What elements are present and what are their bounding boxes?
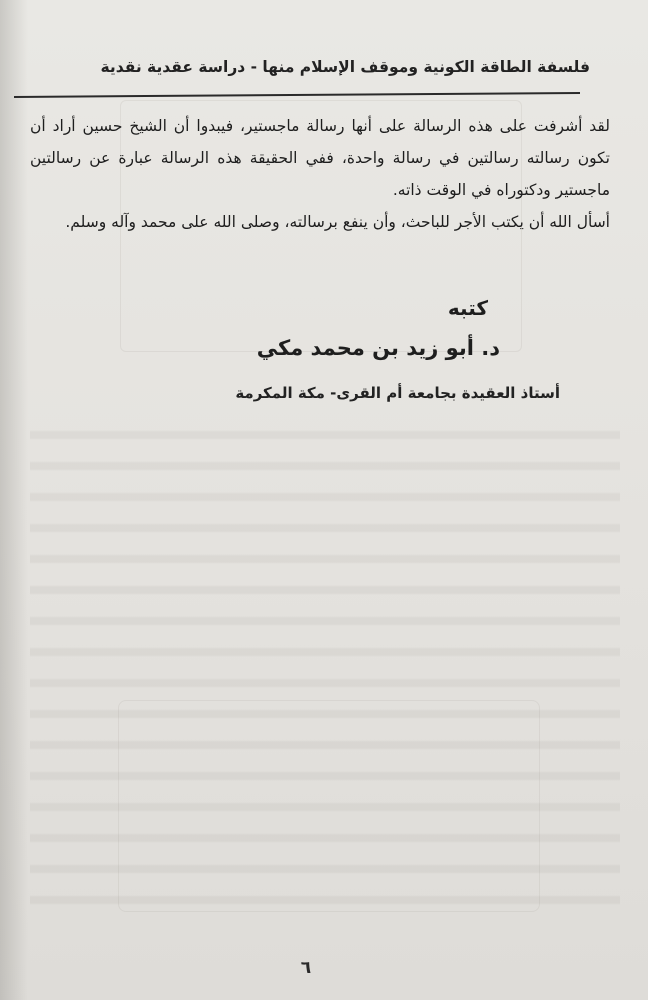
- body-text: [30, 110, 610, 238]
- page-number: ٦: [300, 958, 312, 978]
- header-rule: [14, 92, 580, 98]
- signature-label: كتبه: [447, 296, 488, 320]
- bleed-through-text: [30, 410, 620, 910]
- signature-name: د. أبو زيد بن محمد مكي: [256, 336, 500, 360]
- paragraph: أسأل الله أن يكتب الأجر للباحث، وأن ينفع برسالته، وصلى الله على محمد وآله وسلم.: [65, 213, 610, 231]
- paragraph: لقد أشرفت على هذه الرسالة على أنها رسالة ماجستير، فيبدوا أن الشيخ حسين أراد أن تكون رسالته رسالتين في رسالة واحدة، ففي الحقيقة هذه الرسالة عبارة عن رسالتين ماجستير ودكتوراه في الوقت ذاته.: [30, 117, 610, 199]
- page-gutter-shadow: [0, 0, 28, 1000]
- running-header: فلسفة الطاقة الكونية وموقف الإسلام منها - دراسة عقدية نقدية: [100, 58, 590, 76]
- bleed-through-frame-lower: [118, 700, 540, 912]
- signature-role: أستاذ العقيدة بجامعة أم القرى- مكة المكرمة: [235, 384, 560, 402]
